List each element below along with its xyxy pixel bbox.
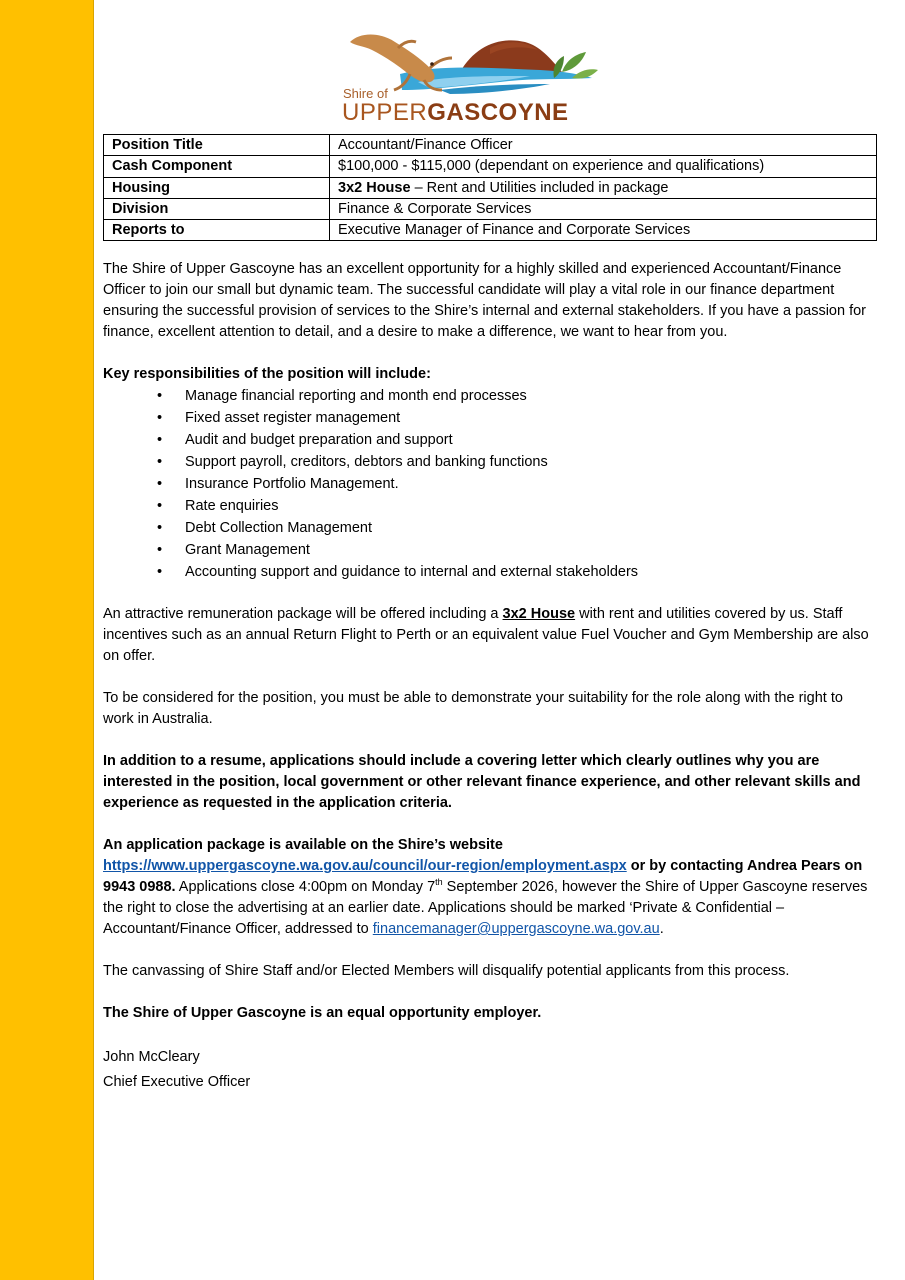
list-item-text: Audit and budget preparation and support [185, 432, 453, 448]
responsibilities-heading: Key responsibilities of the position will include: [103, 366, 431, 382]
application-intro: An application package is available on the Shire’s website [103, 837, 503, 853]
intro-paragraph: The Shire of Upper Gascoyne has an excellent opportunity for a highly skilled and experienced Accountant/Finance Officer to join our small but dynamic team. The successful candidate will play a vital role in our finance department ensuring the successful provision of services to the Shire’s internal and external stakeholders. If you have a passion for finance, excellent attention to detail, and a desire to make a difference, we want to hear from you. [103, 261, 867, 340]
housing-bold: 3x2 House [338, 179, 411, 196]
signatory-name: John McCleary [103, 1049, 200, 1065]
table-label: Reports to [104, 220, 330, 241]
bullet-icon: • [157, 564, 163, 580]
table-value: Executive Manager of Finance and Corporate Services [330, 220, 877, 241]
equal-opportunity-statement: The Shire of Upper Gascoyne is an equal opportunity employer. [103, 1005, 542, 1021]
table-value: Accountant/Finance Officer [330, 135, 877, 156]
email-link[interactable]: financemanager@uppergascoyne.wa.gov.au [372, 921, 660, 937]
table-label: Housing [104, 177, 330, 198]
bullet-icon: • [157, 542, 163, 558]
bullet-icon: • [157, 476, 163, 492]
application-requirements: In addition to a resume, applications should include a covering letter which clearly outlines why you are interested in the position, local government or other relevant finance experience, and other relevant skills and experience as requested in the application criteria. [103, 753, 861, 811]
table-value [330, 177, 877, 198]
signatory-title: Chief Executive Officer [103, 1074, 251, 1090]
responsibilities-list [103, 385, 873, 583]
logo-wordmark [342, 99, 569, 127]
remuneration-text-b: with rent and utilities covered by us. Staff incentives such as an annual Return Flight to Perth or an equivalent value Fuel Voucher and Gym Membership are also on offer. [103, 606, 869, 664]
bullet-icon: • [157, 432, 163, 448]
list-item [103, 451, 873, 473]
job-ad-body [103, 259, 873, 1095]
application-contact: or by contacting Andrea Pears on 9943 0988. [103, 858, 863, 895]
logo-word-upper: UPPER [342, 99, 428, 126]
list-item-text: Manage financial reporting and month end processes [185, 388, 527, 404]
list-item [103, 473, 873, 495]
list-item-text: Insurance Portfolio Management. [185, 476, 399, 492]
application-paragraph [103, 835, 873, 940]
logo-word-gascoyne: GASCOYNE [427, 99, 569, 126]
list-item [103, 517, 873, 539]
eligibility-paragraph: To be considered for the position, you must be able to demonstrate your suitability for the role along with the right to work in Australia. [103, 690, 843, 727]
table-row [104, 156, 877, 177]
bullet-icon: • [157, 454, 163, 470]
bullet-icon: • [157, 498, 163, 514]
table-label: Cash Component [104, 156, 330, 177]
logo-small-text: Shire of [343, 86, 388, 101]
list-item [103, 407, 873, 429]
list-item [103, 539, 873, 561]
remuneration-highlight: 3x2 House [502, 606, 576, 622]
table-value: $100,000 - $115,000 (dependant on experience and qualifications) [330, 156, 877, 177]
table-label: Division [104, 198, 330, 219]
shire-logo [340, 28, 600, 124]
application-close-b: September 2026, however the Shire of Upper Gascoyne reserves the right to close the advertising at an earlier date. Applications should be marked ‘Private & Confidential – Accountant/Finance Officer, addressed to [103, 879, 868, 937]
list-item [103, 495, 873, 517]
table-row [104, 198, 877, 219]
canvassing-paragraph: The canvassing of Shire Staff and/or Elected Members will disqualify potential applicants from this process. [103, 963, 790, 979]
remuneration-paragraph [103, 604, 873, 667]
table-row [104, 220, 877, 241]
table-value: Finance & Corporate Services [330, 198, 877, 219]
table-row [104, 135, 877, 156]
date-suffix: th [435, 877, 443, 888]
list-item-text: Fixed asset register management [185, 410, 401, 426]
signature-block [103, 1045, 873, 1095]
bullet-icon: • [157, 520, 163, 536]
list-item-text: Rate enquiries [185, 498, 279, 514]
list-item-text: Support payroll, creditors, debtors and banking functions [185, 454, 548, 470]
bullet-icon: • [157, 410, 163, 426]
housing-detail: – Rent and Utilities included in package [410, 179, 669, 196]
position-info-table [103, 134, 877, 241]
application-close-a: Applications close 4:00pm on Monday 7 [175, 879, 436, 895]
bullet-icon: • [157, 388, 163, 404]
list-item [103, 385, 873, 407]
table-label: Position Title [104, 135, 330, 156]
employment-page-link[interactable]: https://www.uppergascoyne.wa.gov.au/council/our-region/employment.aspx [103, 858, 627, 874]
side-accent-bar [0, 0, 94, 1280]
table-row [104, 177, 877, 198]
list-item-text: Accounting support and guidance to internal and external stakeholders [185, 564, 639, 580]
application-end: . [659, 921, 664, 937]
remuneration-text-a: An attractive remuneration package will be offered including a [103, 606, 503, 622]
list-item-text: Debt Collection Management [185, 520, 372, 536]
list-item [103, 429, 873, 451]
list-item-text: Grant Management [185, 542, 310, 558]
list-item [103, 561, 873, 583]
